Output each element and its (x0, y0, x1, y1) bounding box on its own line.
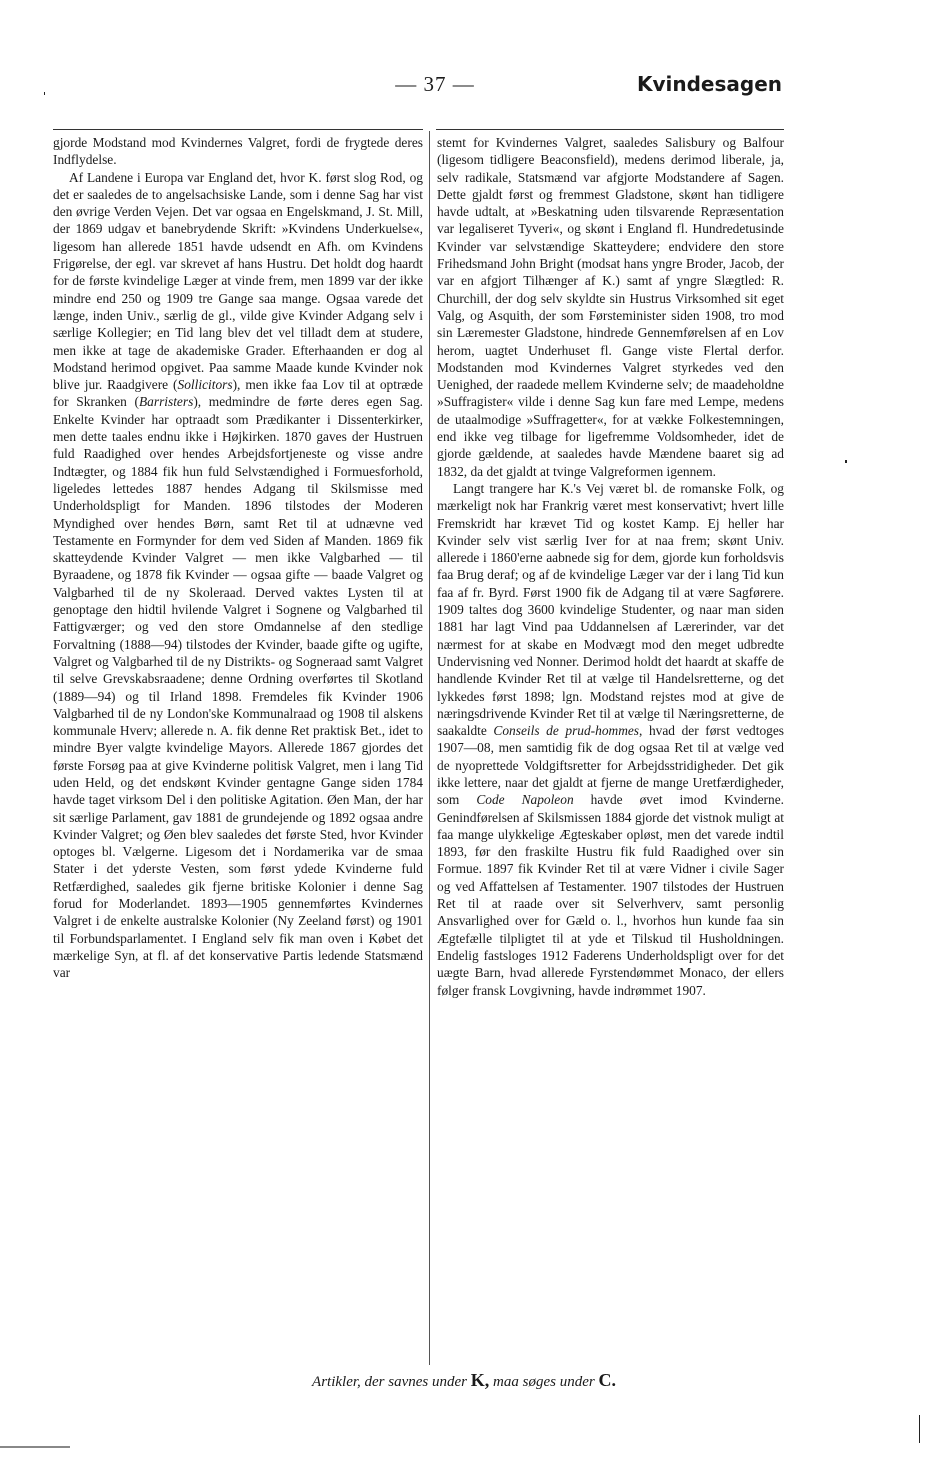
left-paragraph-2-text-b: ), men ikke faa Lov til at optræde for Skranken ( (53, 377, 424, 410)
running-head: Kvindesagen (636, 72, 782, 96)
left-paragraph-1: gjorde Modstand mod Kvindernes Valgret, fordi de frygtede deres Indflydelse. (53, 135, 423, 168)
header-rule-right (436, 129, 784, 130)
left-paragraph-2 (53, 169, 423, 982)
footer-note (150, 1370, 778, 1391)
header-rule-left (53, 129, 423, 130)
footer-note-text-b: maa søges under (489, 1374, 599, 1390)
column-divider (429, 131, 430, 1365)
term-barristers: Barristers (138, 394, 194, 410)
right-paragraph-2 (437, 480, 784, 999)
footer-letter-k: K, (470, 1370, 490, 1390)
right-paragraph-1: stemt for Kvindernes Valgret, saaledes Salisbury og Balfour (ligesom tidligere Beaconsfield), medens derimod liberale, ja, selv radikale, Statsmænd var afgjorte Modstandere af Sagen. Dette gjaldt først og fremmest Gladstone, skønt han tidligere havde udtalt, at »Beskatning uden tilsvarende Repræsentation var legaliseret Tyveri«, og skønt i England fl. Hundredetusinde Kvinder var selvstændige Skatteydere; endvidere den store Frihedsmand John Bright (modsat hans yngre Broder, Jacob, der var en afgjort Tilhænger af K.) samt af yngre Slægtled: R. Churchill, der dog selv skyldte sin Hustrus Virksomhed sit eget Valg, og Asquith, der som Førsteminister siden 1908, tro mod sin Læremester Gladstone, hindrede Gennemførelsen af en Lov herom, uagtet Underhuset fl. Gange viste Flertal derfor. Modstanden mod Kvindernes Valgret styrkedes ved den Uenighed, der raadede mellem Kvinderne selv; de maadeholdne »Suffragister« vilde i denne Sag kun fare med Lempe, medens de utaalmodige »Suffragetter«, for at vække Folkestemningen, end ikke veg tilbage for ligefremme Voldsomheder, idet de gjorde gældende, at saaledes havde Mændene baaret sig ad 1832, da det gjaldt at tvinge Valgreformen igennem. (437, 135, 784, 479)
left-paragraph-2-text-a: Af Landene i Europa var England det, hvor K. først slog Rod, og det er saaledes de to angelsachsiske Lande, som i denne Sag har vist den øvrige Verden Vejen. Det var ogsaa en Engelskmand, J. St. Mill, der 1869 udgav et banebrydende Skrift: »Kvindens Underkuelse«, ligesom han allerede 1851 havde udsendt en Afh. om Kvindens Frigørelse, der egl. var skrevet af hans Hustru. Det holdt dog haardt for de første kvindelige Læger at vinde frem, men 1899 var der ikke mindre end 250 og 1909 tre Gange saa mange. Ogsaa varede det længe, inden Univ., særlig de gl., vilde give Kvinder Adgang selv i særlige Kollegier; en Tid lang blev det vel tilladt dem at studere, men ikke at tage de akademiske Grader. Efterhaanden er dog al Modstand herimod opgivet. Paa samme Maade kunde Kvinder nok blive jur. Raadgivere ( (53, 169, 423, 393)
scan-edge-mark (919, 1415, 920, 1443)
scan-speck (845, 460, 847, 463)
left-paragraph-2-text-c: ), medmindre de førte deres egen Sag. Enkelte Kvinder har optraadt som Prædikanter i Dissenterkirker, men dette taales endnu ikke i Højkirken. 1870 gaves der Hustruen fuld Raadighed over hendes Arbejdsfortjeneste og visse andre Indtægter, og 1884 fik hun fuld Selvstændighed i Formuesforhold, ligeledes lettedes 1887 hendes Adgang til Skilsmisse med Underholdspligt for Manden. 1896 tilstodes der Moderen Myndighed over hendes Børn, samt Ret til at udnævne ved Testamente en Formynder for dem ved Siden af Manden. 1869 fik skatteydende Kvinder Valgret — men ikke Valgbarhed — til Byraadene, og 1878 fik Kvinder — ogsaa gifte — baade Valgret og Valgbarhed til de ny Skoleraad. Derved vaktes Lysten til at genoptage den hidtil hvilende Valgret i Sognene og Valgbarhed til Fattigværger; og ved den store Omdannelse af den stedlige Forvaltning (1888—94) tilstodes der Kvinder, baade gifte og ugifte, Valgret og Valgbarhed til de ny Distrikts- og Sogneraad samt Valgret til selve Grevskabsraadene; denne Ordning overførtes til Skotland (1889—94) og til Irland 1898. Fremdeles fik Kvinder 1906 Valgbarhed til de ny London'ske Kommunalraad og 1908 til alskens kommunale Hverv; allerede n. A. fik denne Ret praktisk Bet., idet to mindre Byer valgte kvindelige Mayors. Allerede 1867 gjordes det første Forsøg paa at give Kvinderne politisk Valgret, men i lang Tid uden Held, og det endskønt Kvinder gentagne Gange siden 1784 havde taget virksom Del i den politiske Agitation. Øen Man, der har sit særlige Parlament, gav 1881 de grundejende og 1892 ogsaa andre Kvinder Valgret; og Øen blev saaledes det første Sted, hvor Kvinder optoges bl. Vælgerne. Ligesom det i Nordamerika var de smaa Stater i det yderste Vesten, som først ydede Kvinderne fuld Retfærdighed, saaledes gik fjerne britiske Kolonier i denne Sag forud for Moderlandet. 1893—1905 gennemførtes Kvindernes Valgret i de enkelte australske Kolonier (Ny Zeeland først) og 1901 til Forbundsparlamentet. I England selv fik man oven i Købet det mærkelige Syn, at fl. af det konservative Partis ledende Statsmænd var (53, 394, 423, 981)
scan-speck (44, 92, 45, 95)
term-conseils-de-prudhommes: Conseils de prud-hommes (493, 723, 640, 739)
footer-letter-c: C. (598, 1370, 616, 1390)
page-number: — 37 — (395, 72, 475, 96)
right-column (437, 134, 784, 999)
term-sollicitors: Sollicitors (177, 377, 233, 393)
right-paragraph-2-text-a: Langt trangere har K.'s Vej været bl. de romanske Folk, og mærkeligt nok har Frankrig været mest konservativt; hvert lille Fremskridt har krævet Tid og kostet Kamp. Ej heller har Kvinder selv vist særlig Iver for at naa frem; skønt Univ. allerede i 1860'erne aabnede sig for dem, gjorde kun forholdsvis faa Brug deraf; og af de kvindelige Læger var der i lang Tid kun faa af fr. Byrd. Først 1900 fik de Adgang til at være Sagførere. 1909 taltes dog 3600 kvindelige Studenter, og naar man siden 1881 har lagt Vind paa Uddannelsen af Lærerinder, var det nærmest for at skabe en Modvægt mod den meget udbredte Undervisning ved Nonner. Derimod holdt det haardt at skaffe de handlende Kvinder Ret til at vælge til Handelsretterne, og det lykkedes først 1898; lgn. Modstand rejstes mod at give de næringsdrivende Kvinder Ret til at vælge til Næringsretterne, de saakaldte (437, 480, 784, 739)
right-paragraph-2-text-b: , hvad der først vedtoges 1907—08, men samtidig fik de dog ogsaa Ret til at vælge ved de nyoprettede Voldgiftsretter for Arbejdsstridigheder. Det gik ikke lettere, naar det gjaldt at fjerne de mange Uretfærdigheder, som (437, 723, 784, 808)
scan-bottom-smudge (0, 1446, 70, 1448)
left-column (53, 134, 423, 982)
term-code-napoleon: Code Napoleon (476, 792, 574, 808)
footer-note-text-a: Artikler, der savnes under (312, 1374, 471, 1390)
right-paragraph-2-text-c: havde øvet imod Kvinderne. Genindførelsen af Skilsmissen 1884 gjorde det vistnok muligt at faa mange ulykkelige Ægteskaber opløst, men det varede indtil 1893, før den fraskilte Hustru fik fuld Raadighed over sin Formue. 1897 fik Kvinder Ret til at være Vidner i civile Sager og ved Affattelsen af Testamenter. 1907 tilstodes der Hustruen Ret til at raade over sit Selverhverv, samt personlig Ansvarlighed over for Gæld o. l., hvorhos hun kunde faa sin Ægtefælle tilpligtet til at yde et Tilskud til Husholdningen. Endelig fastsloges 1912 Faderens Underholdspligt over for det uægte Barn, hvad allerede Fyrstendømmet Monaco, der ellers følger fransk Lovgivning, havde indrømmet 1907. (437, 792, 785, 998)
